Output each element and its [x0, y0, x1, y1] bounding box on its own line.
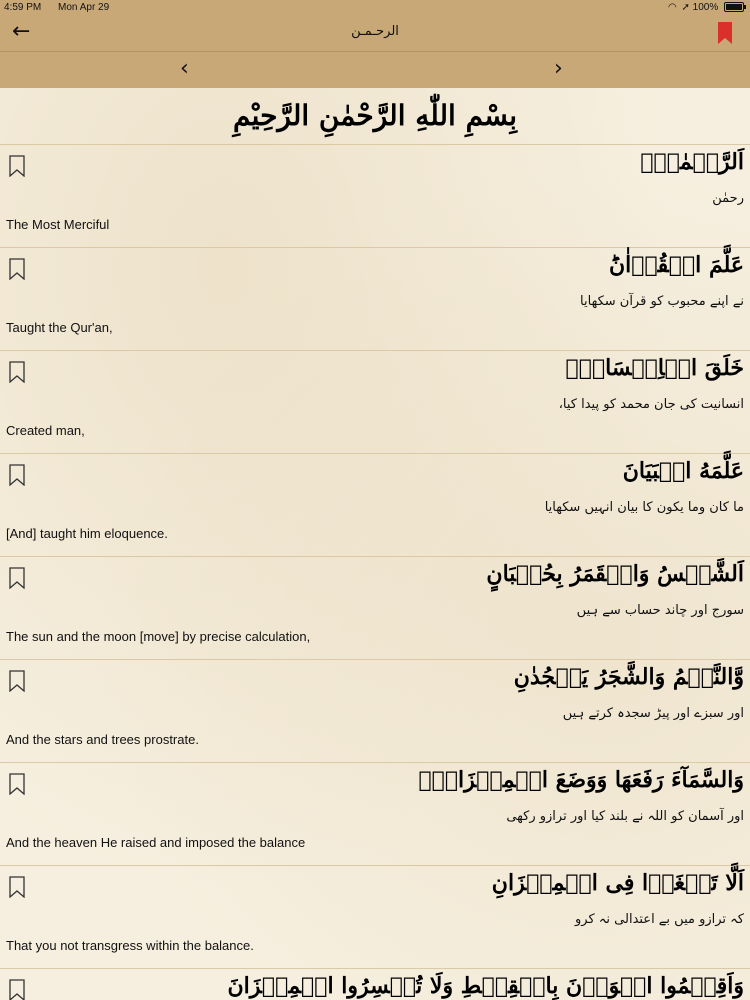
status-right: [668, 0, 744, 16]
bookmark-outline-icon: [9, 155, 25, 177]
verse-english: The Most Merciful: [6, 217, 110, 232]
bookmark-outline-icon: [9, 361, 25, 383]
verse-arabic: عَلَّمَ الۡقُرۡاٰنَؕ: [608, 252, 744, 278]
bookmark-button[interactable]: [718, 22, 732, 44]
verse-bookmark-button[interactable]: [9, 670, 25, 692]
bismillah: بِسْمِ اللّٰهِ الرَّحْمٰنِ الرَّحِیْمِ: [233, 99, 517, 132]
status-time: 4:59 PM: [4, 2, 42, 13]
verse-urdu: اور سبزے اور پیڑ سجدہ کرتے ہیں: [562, 706, 744, 721]
verse-urdu: ما کان وما یکون کا بیان انہیں سکھایا: [544, 500, 744, 515]
verse-arabic: وَّالنَّجۡمُ وَالشَّجَرُ یَسۡجُدٰنِ: [513, 664, 744, 690]
bookmark-outline-icon: [9, 258, 25, 280]
verse-english: And the heaven He raised and imposed the balance: [6, 835, 306, 850]
verse-english: Taught the Qur'an,: [6, 320, 113, 335]
verse-bookmark-button[interactable]: [9, 258, 25, 280]
verse-bookmark-button[interactable]: [9, 464, 25, 486]
bookmark-outline-icon: [9, 773, 25, 795]
previous-surah-button[interactable]: [180, 58, 189, 80]
bookmark-outline-icon: [9, 567, 25, 589]
status-left: [4, 0, 109, 16]
bookmark-outline-icon: [9, 876, 25, 898]
next-surah-button[interactable]: [554, 58, 563, 80]
verses-container: [0, 144, 750, 1000]
verse-row[interactable]: [0, 247, 750, 350]
page-title: الرحـمـن: [351, 24, 399, 39]
bookmark-outline-icon: [9, 670, 25, 692]
verse-english: [And] taught him eloquence.: [6, 526, 168, 541]
location-icon: ➚: [681, 2, 690, 13]
status-date: Mon Apr 29: [58, 2, 110, 13]
verse-row[interactable]: [0, 762, 750, 865]
chevron-right-icon: ›: [554, 56, 563, 81]
verse-list[interactable]: [0, 88, 750, 1000]
verse-urdu: رحمٰن: [712, 191, 744, 206]
verse-arabic: عَلَّمَهُ الۡبَیَانَ: [622, 458, 744, 484]
verse-english: The sun and the moon [move] by precise calculation,: [6, 629, 311, 644]
verse-urdu: کہ ترازو میں بے اعتدالی نہ کرو: [575, 912, 744, 927]
verse-urdu: اور آسمان کو اللہ نے بلند کیا اور ترازو رکھی: [506, 809, 744, 824]
verse-row[interactable]: [0, 968, 750, 1000]
verse-arabic: خَلَقَ الۡاِنۡسَانَۙ: [565, 355, 744, 381]
verse-row[interactable]: [0, 453, 750, 556]
verse-bookmark-button[interactable]: [9, 361, 25, 383]
verse-arabic: اَلشَّمۡسُ وَالۡقَمَرُ بِحُسۡبَانٍ: [486, 561, 744, 587]
verse-bookmark-button[interactable]: [9, 567, 25, 589]
surah-pager: [0, 52, 750, 88]
bookmark-outline-icon: [9, 464, 25, 486]
verse-arabic: اَلرَّحۡمٰنُۙ: [640, 149, 744, 175]
nav-bar: [0, 16, 750, 52]
verse-english: Created man,: [6, 423, 85, 438]
verse-row[interactable]: [0, 144, 750, 247]
verse-english: And the stars and trees prostrate.: [6, 732, 199, 747]
verse-row[interactable]: [0, 350, 750, 453]
chevron-left-icon: ‹: [180, 56, 189, 81]
arrow-left-icon: ←: [12, 19, 31, 44]
battery-icon: [724, 2, 744, 12]
verse-urdu: سورج اور چاند حساب سے ہیں: [576, 603, 744, 618]
verse-arabic: وَالسَّمَآءَ رَفَعَهَا وَوَضَعَ الۡمِیۡزَانَۙ: [418, 767, 744, 793]
verse-row[interactable]: [0, 556, 750, 659]
verse-urdu: انسانیت کی جان محمد کو پیدا کیا،: [558, 397, 744, 412]
verse-arabic: اَلَّا تَطۡغَوۡا فِی الۡمِیۡزَانِ: [491, 870, 744, 896]
bookmark-outline-icon: [9, 979, 25, 1000]
battery-percent: 100%: [692, 2, 719, 13]
verse-arabic: وَاَقِیۡمُوا الۡوَزۡنَ بِالۡقِسۡطِ وَلَا تُخۡسِرُوا الۡمِیۡزَانَ: [227, 973, 744, 999]
verse-bookmark-button[interactable]: [9, 979, 25, 1000]
bookmark-icon: [718, 22, 732, 44]
verse-row[interactable]: [0, 865, 750, 968]
verse-bookmark-button[interactable]: [9, 773, 25, 795]
verse-english: That you not transgress within the balance.: [6, 938, 254, 953]
verse-row[interactable]: [0, 659, 750, 762]
status-bar: [0, 0, 750, 16]
verse-bookmark-button[interactable]: [9, 876, 25, 898]
verse-urdu: نے اپنے محبوب کو قرآن سکھایا: [580, 294, 744, 309]
verse-bookmark-button[interactable]: [9, 155, 25, 177]
wifi-icon: ◠: [667, 2, 677, 13]
